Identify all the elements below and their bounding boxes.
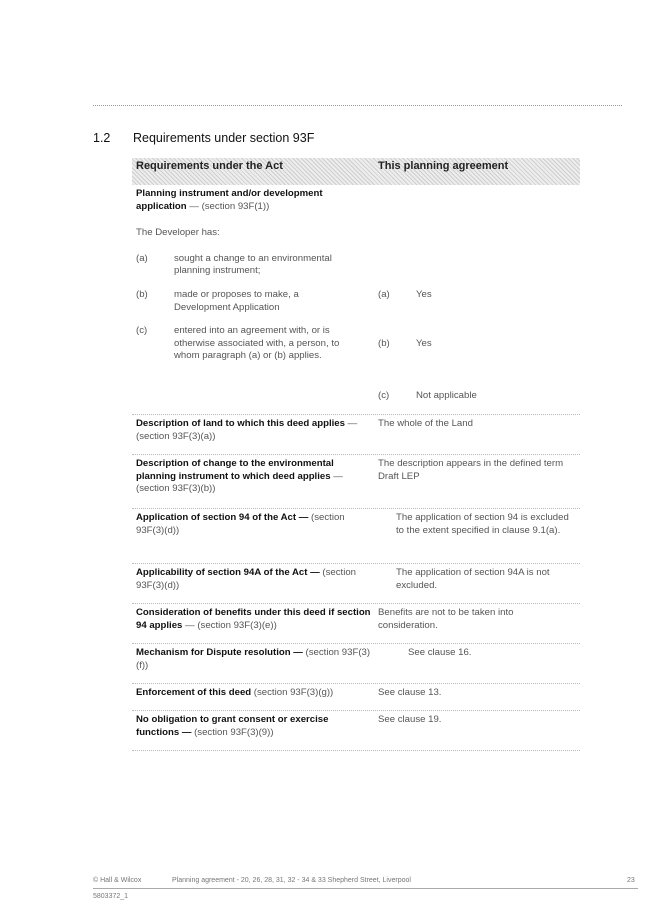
- header-agreement: This planning agreement: [378, 160, 509, 172]
- footer-firm: © Hall & Wilcox: [93, 877, 142, 884]
- table-row-planning-instrument: [132, 185, 580, 415]
- table-row-section-94a: Applicability of section 94A of the Act — (section 93F(3)(d)) The application of section 94A is not excluded.: [132, 564, 580, 604]
- doc-reference: 5803372_1: [93, 893, 129, 900]
- requirements-table: [132, 158, 580, 751]
- table-row-no-obligation: No obligation to grant consent or exercise functions — (section 93F(3)(9)) See clause 19.: [132, 711, 580, 751]
- answer-c: (c) Not applicable: [378, 390, 477, 401]
- section-heading: [93, 131, 314, 145]
- table-row-enforcement: Enforcement of this deed (section 93F(3)(g)) See clause 13.: [132, 684, 580, 711]
- page-number: 23: [627, 877, 635, 884]
- header-requirements: Requirements under the Act: [136, 160, 283, 172]
- item-c: (c) entered into an agreement with, or is otherwise associated with, a person, to whom paragraph (a) or (b) applies.: [136, 325, 340, 362]
- table-row-land: Description of land to which this deed applies — (section 93F(3)(a)) The whole of the Land: [132, 415, 580, 455]
- top-rule: [93, 105, 622, 106]
- footer-doc-title: Planning agreement - 20, 26, 28, 31, 32 - 34 & 33 Shepherd Street, Liverpool: [172, 877, 411, 884]
- item-b: (b) made or proposes to make, a Development Application: [136, 288, 299, 313]
- table-row-benefits: Consideration of benefits under this deed if section 94 applies — (section 93F(3)(e)) Benefits are not to be taken into consideration.: [132, 604, 580, 644]
- item-a: (a) sought a change to an environmental planning instrument;: [136, 252, 332, 277]
- table-header: [132, 158, 580, 185]
- table-row-dispute: Mechanism for Dispute resolution — (section 93F(3)(f)) See clause 16.: [132, 644, 580, 684]
- row-title: Planning instrument and/or development application — (section 93F(1)): [136, 188, 323, 212]
- table-row-change: Description of change to the environmental planning instrument to which deed applies — (section 93F(3)(b)) The description appears in the defined term Draft LEP: [132, 455, 580, 509]
- table-row-section-94: Application of section 94 of the Act — (section 93F(3)(d)) The application of section 94 is excluded to the extent specified in clause 9.1(a).: [132, 509, 580, 564]
- answer-a: (a) Yes: [378, 289, 432, 300]
- developer-intro: The Developer has:: [136, 227, 220, 239]
- answer-b: (b) Yes: [378, 338, 432, 349]
- section-title: Requirements under section 93F: [133, 131, 315, 145]
- footer-rule: [93, 888, 638, 889]
- section-number: 1.2: [93, 131, 111, 145]
